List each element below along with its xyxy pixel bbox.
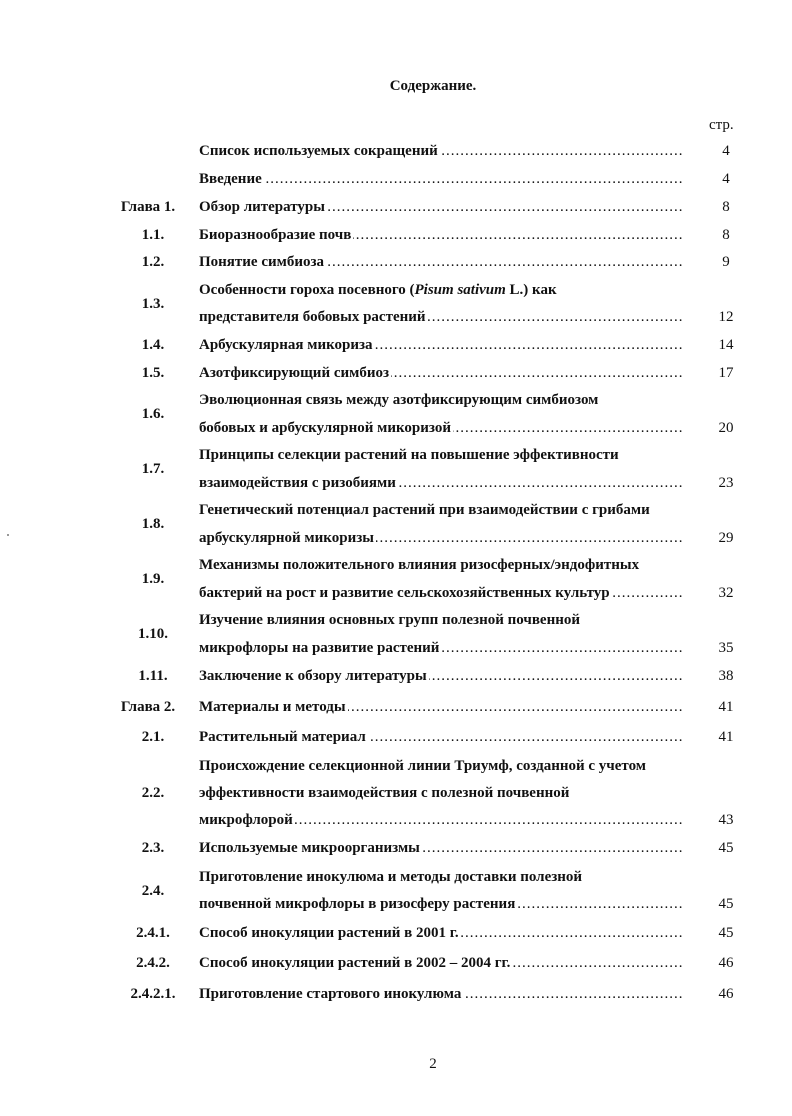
toc-entry-page: 45	[718, 840, 734, 856]
toc-entry-page: 46	[718, 955, 734, 971]
toc-entry-number: 2.1.	[141, 729, 165, 745]
toc-entry-title[interactable]: Генетический потенциал растений при взаимодействии с грибами	[199, 502, 650, 518]
toc-entry-title[interactable]: Используемые микроорганизмы	[199, 840, 420, 856]
toc-entry-number: 1.8.	[141, 516, 165, 532]
toc-entry-page: 12	[718, 309, 734, 325]
toc-entry-number: 2.2.	[141, 785, 165, 801]
toc-entry-number: 1.7.	[141, 461, 165, 477]
toc-entry-title[interactable]: микрофлорой	[199, 812, 293, 828]
toc-entry-number: 2.4.2.1.	[130, 986, 176, 1002]
toc-entry-number: 1.4.	[141, 337, 165, 353]
toc-entry-title[interactable]: арбускулярной микоризы	[199, 530, 374, 546]
toc-entry-page: 35	[718, 640, 734, 656]
toc-entry-title[interactable]: Изучение влияния основных групп полезной почвенной	[199, 612, 581, 628]
toc-entry-title[interactable]: Растительный материал	[199, 729, 366, 745]
toc-entry-page: 41	[718, 699, 734, 715]
toc-entry-title[interactable]: взаимодействия с ризобиями	[199, 475, 396, 491]
toc-entry-number: 1.11.	[138, 668, 168, 684]
toc-entry-title[interactable]: Способ инокуляции растений в 2001 г.	[199, 925, 459, 941]
toc-entry-number: 2.4.2.	[136, 955, 170, 971]
toc-entry-number: Глава 1.	[120, 199, 176, 215]
toc-entry-page: 45	[718, 896, 734, 912]
toc-entry-page: 20	[718, 420, 734, 436]
toc-entry-title[interactable]: Материалы и методы	[199, 699, 346, 715]
toc-entry-title[interactable]: Понятие симбиоза	[199, 254, 325, 270]
toc-entry-page: 4	[722, 171, 730, 187]
toc-entry-title[interactable]: Приготовление стартового инокулюма	[199, 986, 462, 1002]
toc-entry-page: 29	[718, 530, 734, 546]
toc-entry-page: 23	[718, 475, 734, 491]
toc-entry-title[interactable]: Биоразнообразие почв	[199, 227, 352, 243]
toc-entry-page: 17	[718, 365, 734, 381]
toc-entry-title[interactable]: Принципы селекции растений на повышение эффективности	[199, 447, 619, 463]
toc-entry-number: 1.10.	[138, 626, 168, 642]
toc-entry-title[interactable]: Введение	[199, 171, 262, 187]
toc-entry-title[interactable]: Заключение к обзору литературы	[199, 668, 427, 684]
toc-entry-title[interactable]: Арбускулярная микориза	[199, 337, 373, 353]
page-column-label: стр.	[709, 117, 734, 133]
toc-entry-title[interactable]: микрофлоры на развитие растений	[199, 640, 440, 656]
toc-entry-page: 46	[718, 986, 734, 1002]
toc-entry-page: 43	[718, 812, 734, 828]
toc-entry-title[interactable]: Способ инокуляции растений в 2002 – 2004 гг.	[199, 955, 511, 971]
toc-entry-title[interactable]: Азотфиксирующий симбиоз	[199, 365, 390, 381]
toc-entry-page: 38	[718, 668, 734, 684]
toc-entry-page: 9	[722, 254, 730, 270]
toc-entry-page: 14	[718, 337, 734, 353]
toc-entry-number: Глава 2.	[120, 699, 176, 715]
toc-entry-number: 1.5.	[141, 365, 165, 381]
toc-entry-title[interactable]: Происхождение селекционной линии Триумф, созданной с учетом	[199, 758, 647, 774]
toc-entry-number: 1.6.	[141, 406, 165, 422]
toc-entry-title[interactable]: Эволюционная связь между азотфиксирующим симбиозом	[199, 392, 599, 408]
toc-entry-page: 41	[718, 729, 734, 745]
toc-entry-title[interactable]: Особенности гороха посевного (Pisum sativum L.) как	[199, 282, 557, 298]
toc-entry-title[interactable]: Приготовление инокулюма и методы доставки полезной	[199, 869, 583, 885]
scan-speck	[7, 534, 9, 536]
toc-entry-number: 2.3.	[141, 840, 165, 856]
toc-entry-number: 2.4.	[141, 883, 165, 899]
toc-entry-page: 32	[718, 585, 734, 601]
toc-entry-page: 4	[722, 143, 730, 159]
toc-entry-title[interactable]: Механизмы положительного влияния ризосферных/эндофитных	[199, 557, 640, 573]
toc-entry-title[interactable]: бактерий на рост и развитие сельскохозяйственных культур	[199, 585, 610, 601]
toc-entry-number: 1.1.	[141, 227, 165, 243]
toc-entry-title[interactable]: эффективности взаимодействия с полезной почвенной	[199, 785, 570, 801]
toc-entry-title[interactable]: бобовых и арбускулярной микоризой	[199, 420, 451, 436]
toc-entry-number: 2.4.1.	[136, 925, 170, 941]
toc-entry-title[interactable]: Обзор литературы	[199, 199, 325, 215]
toc-entry-number: 1.2.	[141, 254, 165, 270]
page-title: Содержание.	[389, 78, 477, 94]
toc-entry-number: 1.9.	[141, 571, 165, 587]
toc-entry-page: 8	[722, 227, 730, 243]
page-number: 2	[429, 1056, 437, 1072]
toc-entry-title[interactable]: представителя бобовых растений	[199, 309, 426, 325]
toc-entry-page: 8	[722, 199, 730, 215]
toc-entry-page: 45	[718, 925, 734, 941]
toc-entry-number: 1.3.	[141, 296, 165, 312]
toc-entry-title[interactable]: Список используемых сокращений	[199, 143, 438, 159]
toc-entry-title[interactable]: почвенной микрофлоры в ризосферу растения	[199, 896, 516, 912]
